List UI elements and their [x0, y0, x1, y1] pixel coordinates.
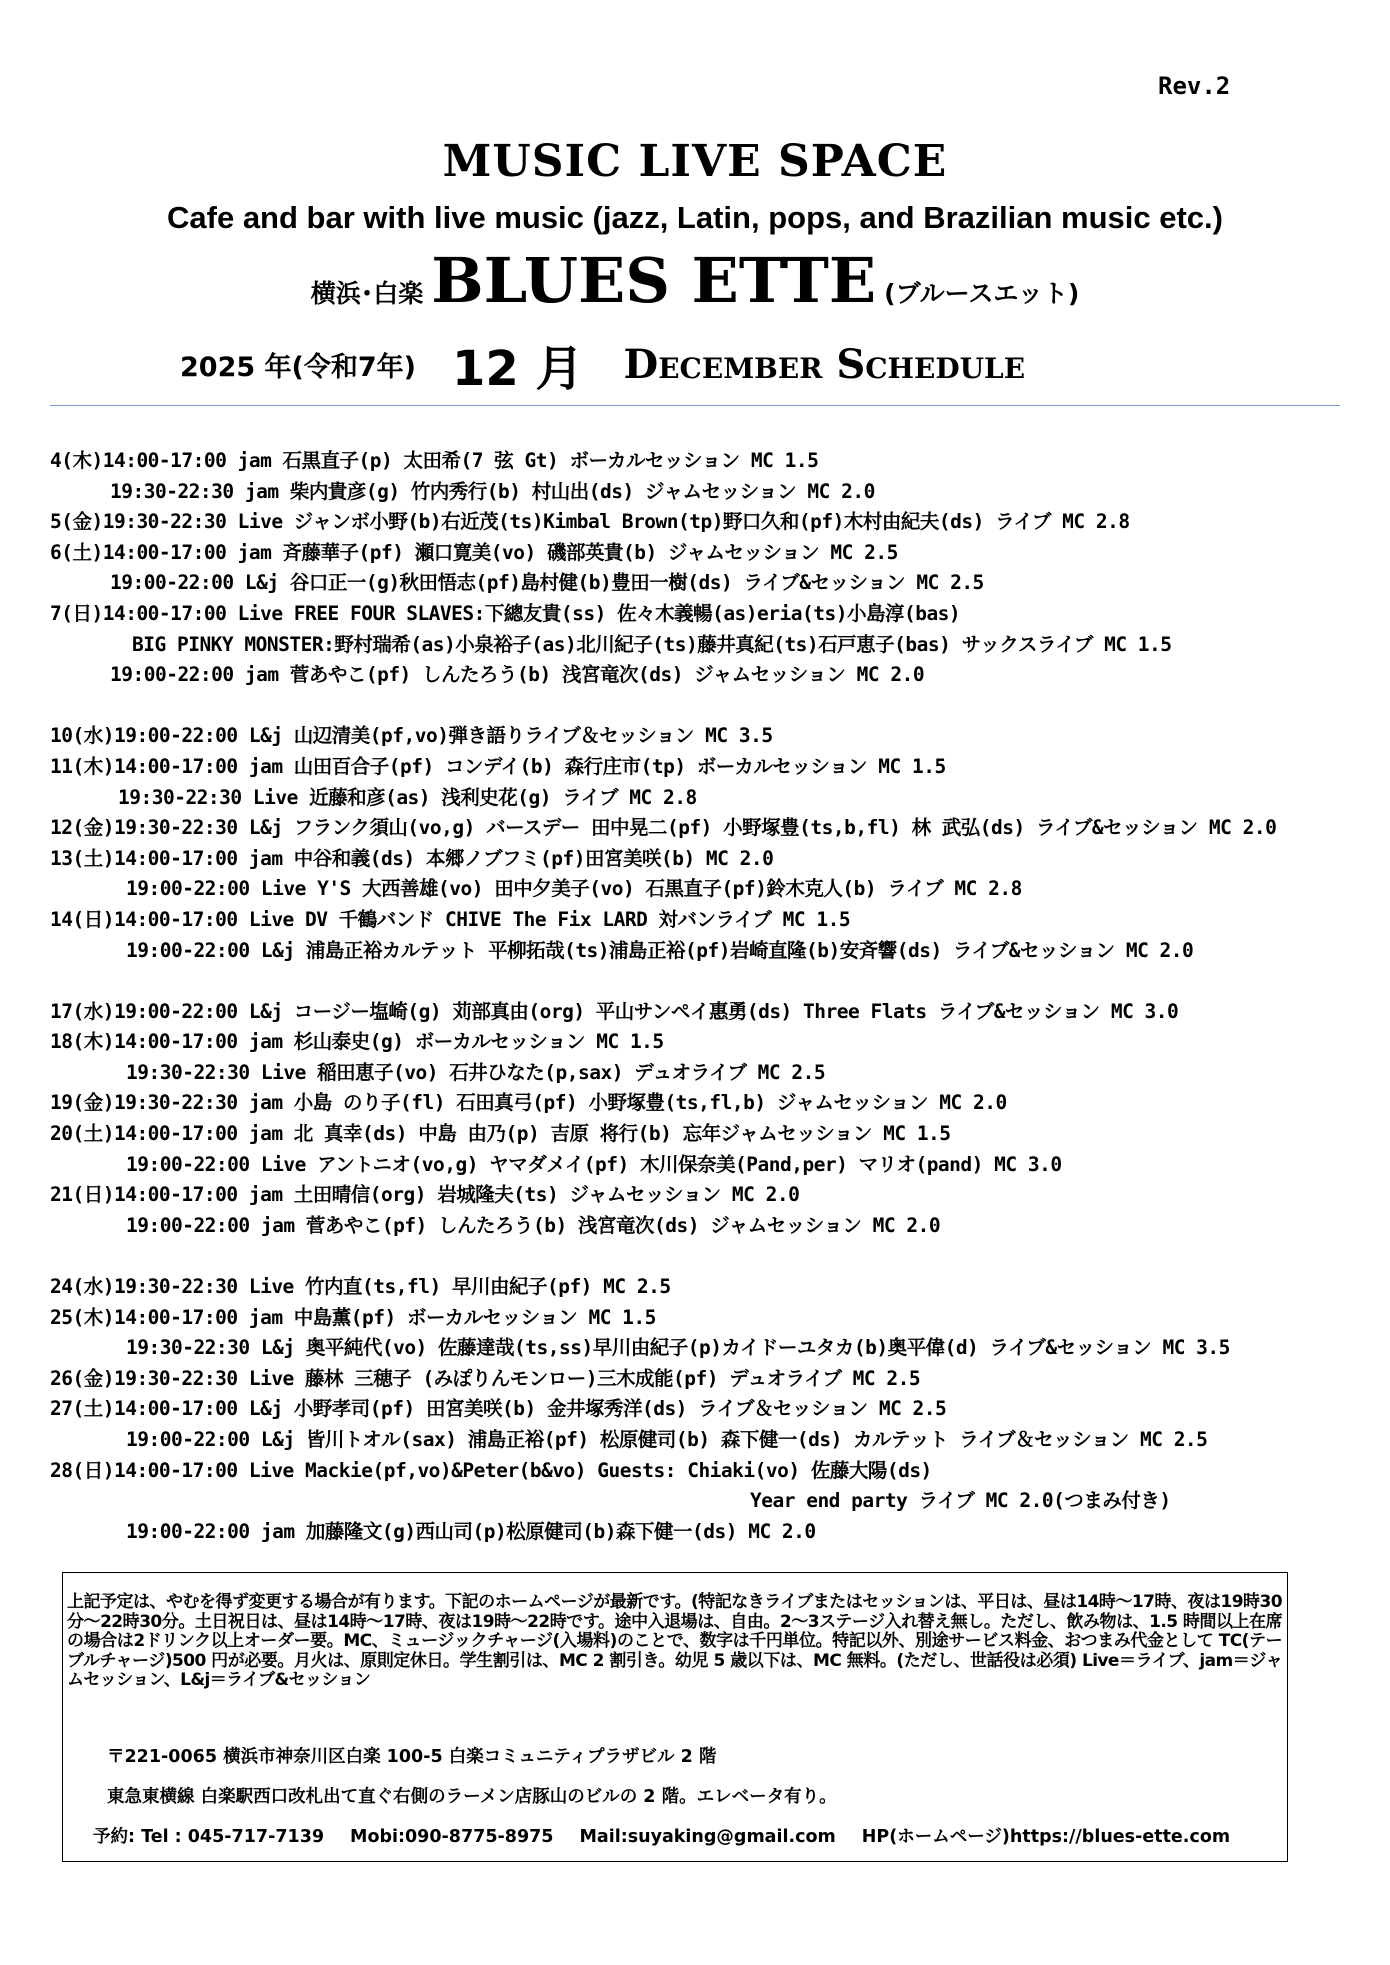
schedule-entry: 25(木)14:00-17:00 jam 中島薫(pf) ボーカルセッション MC 1.5: [50, 1305, 656, 1329]
schedule-title-en: December Schedule: [623, 341, 1026, 388]
schedule-entry: 4(木)14:00-17:00 jam 石黒直子(p) 太田希(7 弦 Gt) ボーカルセッション MC 1.5: [50, 449, 819, 472]
brand-kana: (ブルースエット): [884, 279, 1080, 308]
schedule-entry: 19:30-22:30 Live 近藤和彦(as) 浅利史花(g) ライブ MC 2.8: [118, 785, 697, 809]
schedule-entry: 19:00-22:00 Live アントニオ(vo,g) ヤマダメイ(pf) 木川保奈美(Pand,per) マリオ(pand) MC 3.0: [126, 1152, 1062, 1176]
mobile-number[interactable]: Mobi:090-8775-8975: [350, 1827, 554, 1847]
schedule-entry: 19:00-22:00 jam 加藤隆文(g)西山司(p)松原健司(b)森下健一(ds) MC 2.0: [126, 1519, 816, 1543]
contact-line: [93, 1823, 1256, 1848]
schedule-entry: 13(土)14:00-17:00 jam 中谷和義(ds) 本郷ノブフミ(pf)田宮美咲(b) MC 2.0: [50, 846, 774, 870]
schedule-entry: BIG PINKY MONSTER:野村瑞希(as)小泉裕子(as)北川紀子(ts)藤井真紀(ts)石戸恵子(bas) サックスライブ MC 1.5: [132, 632, 1172, 656]
venue-subtitle: Cafe and bar with live music (jazz, Latin, pops, and Brazilian music etc.): [167, 200, 1223, 235]
venue-brand-line: [0, 244, 1390, 317]
schedule-entry: 6(土)14:00-17:00 jam 斉藤華子(pf) 瀬口寛美(vo) 磯部英貴(b) ジャムセッション MC 2.5: [50, 540, 898, 564]
phone-number[interactable]: 予約: Tel : 045-717-7139: [93, 1827, 325, 1847]
schedule-entry: 7(日)14:00-17:00 Live FREE FOUR SLAVES:下總友貴(ss) 佐々木義暢(as)eria(ts)小島淳(bas): [50, 601, 961, 625]
schedule-entry: 12(金)19:30-22:30 L&j フランク須山(vo,g) バースデー 田中晃二(pf) 小野塚豊(ts,b,fl) 林 武弘(ds) ライブ&セッション MC 2.0: [50, 816, 1277, 840]
schedule-entry: 19:00-22:00 Live Y'S 大西善雄(vo) 田中夕美子(vo) 石黒直子(pf)鈴木克人(b) ライブ MC 2.8: [126, 877, 1022, 901]
schedule-spacer: [50, 1241, 1370, 1272]
schedule-entry: 26(金)19:30-22:30 Live 藤林 三穂子 (みぽりんモンロー)三木成能(pf) デュオライブ MC 2.5: [50, 1366, 921, 1390]
schedule-entry: 5(金)19:30-22:30 Live ジャンボ小野(b)右近茂(ts)Kimbal Brown(tp)野口久和(pf)木村由紀夫(ds) ライブ MC 2.8: [50, 510, 1130, 534]
schedule-entry: 19:00-22:00 L&j 皆川トオル(sax) 浦島正裕(pf) 松原健司(b) 森下健一(ds) カルテット ライブ＆セッション MC 2.5: [126, 1428, 1208, 1451]
access-text: 東急東横線 白楽駅西口改札出て直ぐ右側のラーメン店豚山のビルの 2 階。エレベータ有り。: [107, 1787, 837, 1807]
schedule-entry: 19:00-22:00 jam 菅あやこ(pf) しんたろう(b) 浅宮竜次(ds) ジャムセッション MC 2.0: [110, 663, 925, 687]
schedule-entry: 24(水)19:30-22:30 Live 竹内直(ts,fl) 早川由紀子(pf) MC 2.5: [50, 1275, 671, 1299]
schedule-entry: 19:00-22:00 L&j 谷口正一(g)秋田悟志(pf)島村健(b)豊田一樹(ds) ライブ&セッション MC 2.5: [110, 571, 984, 595]
schedule-entry: 19:00-22:00 L&j 浦島正裕カルテット 平柳拓哉(ts)浦島正裕(pf)岩崎直隆(b)安斉響(ds) ライブ&セッション MC 2.0: [126, 938, 1194, 962]
schedule-entry: 10(水)19:00-22:00 L&j 山辺清美(pf,vo)弾き語りライブ＆セッション MC 3.5: [50, 724, 773, 748]
schedule-entry: 19(金)19:30-22:30 jam 小島 のり子(fl) 石田真弓(pf) 小野塚豊(ts,fl,b) ジャムセッション MC 2.0: [50, 1091, 1007, 1115]
notice-text: 上記予定は、やむを得ず変更する場合が有ります。下記のホームページが最新です。(特記なきライブまたはセッションは、平日は、昼は14時～17時、夜は19時30分～22時30分。土日祝日は、昼は14時～17時、夜は19時～22時です。途中入退場は、自由。2～3ステージ入れ替え無し。ただし、飲み物は、1.5 時間以上在席の場合は2ドリンク以上オーダー要。MC、ミュージックチャージ(入場料)のことで、数字は千円単位。特記以外、別途サービス料金、おつまみ代金として TC(テーブルチャージ)500 円が必要。月火は、原則定休日。学生割引は、MC 2 割引き。幼児 5 歳以下は、MC 無料。(ただし、世話役は必須) Live＝ライブ、jam＝ジャムセッション、L&j＝ライブ&セッション: [67, 1592, 1282, 1690]
schedule-entry: 19:30-22:30 jam 柴内貴彦(g) 竹内秀行(b) 村山出(ds) ジャムセッション MC 2.0: [110, 479, 875, 503]
venue-category-title: MUSIC LIVE SPACE: [442, 136, 948, 187]
header-divider: [50, 405, 1340, 406]
schedule-entry: 28(日)14:00-17:00 Live Mackie(pf,vo)&Peter(b&vo) Guests: Chiaki(vo) 佐藤大陽(ds): [50, 1458, 932, 1482]
schedule-entry: 17(水)19:00-22:00 L&j コージー塩崎(g) 苅部真由(org) 平山サンペイ惠勇(ds) Three Flats ライブ&セッション MC 3.0: [50, 999, 1179, 1023]
schedule-entry: 19:30-22:30 Live 稲田恵子(vo) 石井ひなた(p,sax) デュオライブ MC 2.5: [126, 1060, 826, 1084]
notice-box: [62, 1572, 1288, 1862]
revision-label: Rev.2: [1158, 72, 1231, 100]
month-label: 12 月: [452, 341, 584, 397]
schedule-spacer: [50, 966, 1370, 997]
schedule-list: [50, 446, 1370, 1547]
email-link[interactable]: Mail:suyaking@gmail.com: [579, 1827, 836, 1847]
schedule-entry: 11(木)14:00-17:00 jam 山田百合子(pf) コンデイ(b) 森行庄市(tp) ボーカルセッション MC 1.5: [50, 754, 946, 778]
schedule-entry: 20(土)14:00-17:00 jam 北 真幸(ds) 中島 由乃(p) 吉原 将行(b) 忘年ジャムセッション MC 1.5: [50, 1122, 951, 1146]
schedule-heading: [180, 330, 1025, 399]
schedule-entry: Year end party ライブ MC 2.0(つまみ付き): [750, 1489, 1171, 1513]
schedule-entry: 21(日)14:00-17:00 jam 土田晴信(org) 岩城隆夫(ts) ジャムセッション MC 2.0: [50, 1183, 800, 1207]
year-label: 2025 年(令和7年): [180, 352, 417, 383]
address-text: 〒221-0065 横浜市神奈川区白楽 100-5 白楽コミュニティプラザビル 2 階: [107, 1747, 717, 1767]
homepage-link[interactable]: HP(ホームページ)https://blues-ette.com: [861, 1827, 1231, 1847]
schedule-entry: 19:00-22:00 jam 菅あやこ(pf) しんたろう(b) 浅宮竜次(ds) ジャムセッション MC 2.0: [126, 1213, 941, 1237]
schedule-entry: 27(土)14:00-17:00 L&j 小野孝司(pf) 田宮美咲(b) 金井塚秀洋(ds) ライブ＆セッション MC 2.5: [50, 1397, 947, 1421]
schedule-spacer: [50, 691, 1370, 722]
brand-name: BLUES ETTE: [431, 244, 877, 317]
schedule-entry: 19:30-22:30 L&j 奥平純代(vo) 佐藤達哉(ts,ss)早川由紀子(p)カイドーユタカ(b)奥平偉(d) ライブ&セッション MC 3.5: [126, 1336, 1230, 1360]
location-label: 横浜･白楽: [310, 279, 424, 308]
schedule-entry: 14(日)14:00-17:00 Live DV 千鶴バンド CHIVE The Fix LARD 対バンライブ MC 1.5: [50, 907, 851, 931]
schedule-entry: 18(木)14:00-17:00 jam 杉山泰史(g) ボーカルセッション MC 1.5: [50, 1030, 664, 1054]
